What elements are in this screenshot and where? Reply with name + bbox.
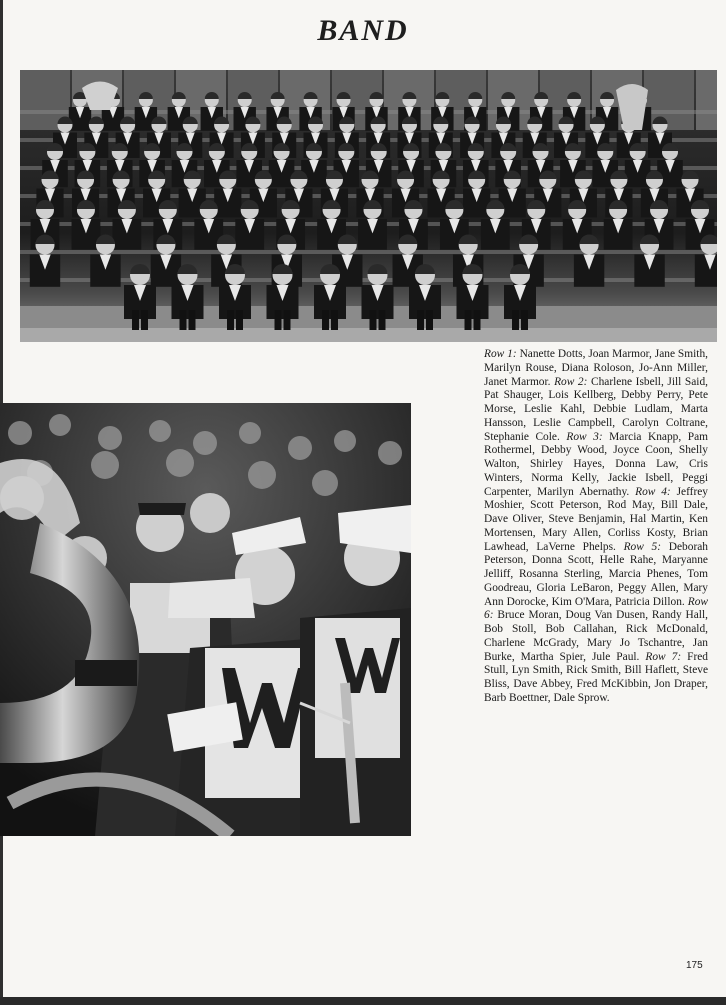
caption-row-names: Nanette Dotts, Joan Marmor, Jane Smith, Marilyn Rouse, Diana Roloson, Jo-Ann Miller, Janet Marmor. xyxy=(484,348,708,388)
caption-row-label: Row 5: xyxy=(623,540,662,553)
band-group-photo-image xyxy=(20,70,717,342)
caption-row-names: Fred Stull, Lyn Smith, Rick Smith, Bill Haflett, Steve Bliss, Dave Abbey, Fred McKibbin, Jon Draper, Barb Boettner, Dale Sprow. xyxy=(484,650,708,704)
caption-row-label: Row 7: xyxy=(645,650,682,663)
page-bottom-edge xyxy=(0,997,726,1005)
caption-row-names: Deborah Peterson, Donna Scott, Helle Rahe, Maryanne Jelliff, Rosanna Sterling, Marcia Phenes, Tom Goodreau, Gloria LeBaron, Peggy Allen, Mary Ann Dorocke, Kim O'Mara, Patricia Dillon. xyxy=(484,540,708,608)
caption-row-names: Bruce Moran, Doug Van Dusen, Randy Hall, Bob Stoll, Bob Callahan, Rick McDonald, Charlene McGrady, Mary Jo Tschantre, Jan Burke, Martha Spier, Jule Paul. xyxy=(484,609,708,663)
band-group-photo xyxy=(20,70,717,342)
caption-row-label: Row 6: xyxy=(484,595,708,622)
caption-row-names: Charlene Isbell, Jill Said, Pat Shauger, Lois Kellberg, Debby Perry, Pete Morse, Leslie Kahl, Debbie Ludlam, Marta Hansson, Leslie Campbell, Carolyn Coltrane, Stephanie Cole. xyxy=(484,375,708,443)
page-number: 175 xyxy=(686,960,703,971)
band-members-photo xyxy=(0,403,411,836)
band-member xyxy=(362,264,394,319)
caption-row-names: Marcia Knapp, Pam Rothermel, Debby Wood, Joyce Coon, Shelly Walton, Shirley Hayes, Donna Law, Cris Winters, Norma Kelly, Jackie Isbell, Peggi Carpenter, Marilyn Abernathy. xyxy=(484,430,708,498)
page-title: BAND xyxy=(317,14,409,47)
caption-row-label: Row 3: xyxy=(566,430,603,443)
caption-row-label: Row 4: xyxy=(635,485,671,498)
caption-row-label: Row 1: xyxy=(484,348,517,360)
band-roster-caption xyxy=(484,348,708,706)
caption-row-names: Jeffrey Moshier, Scott Peterson, Rod May, Bill Dale, Dave Oliver, Steve Benjamin, Hal Martin, Ken Mortensen, Mary Allen, Corliss Kosty, Brian Lawhead, LaVerne Phelps. xyxy=(484,485,709,553)
band-members-photo-image xyxy=(0,403,411,836)
caption-row-label: Row 2: xyxy=(554,375,588,388)
